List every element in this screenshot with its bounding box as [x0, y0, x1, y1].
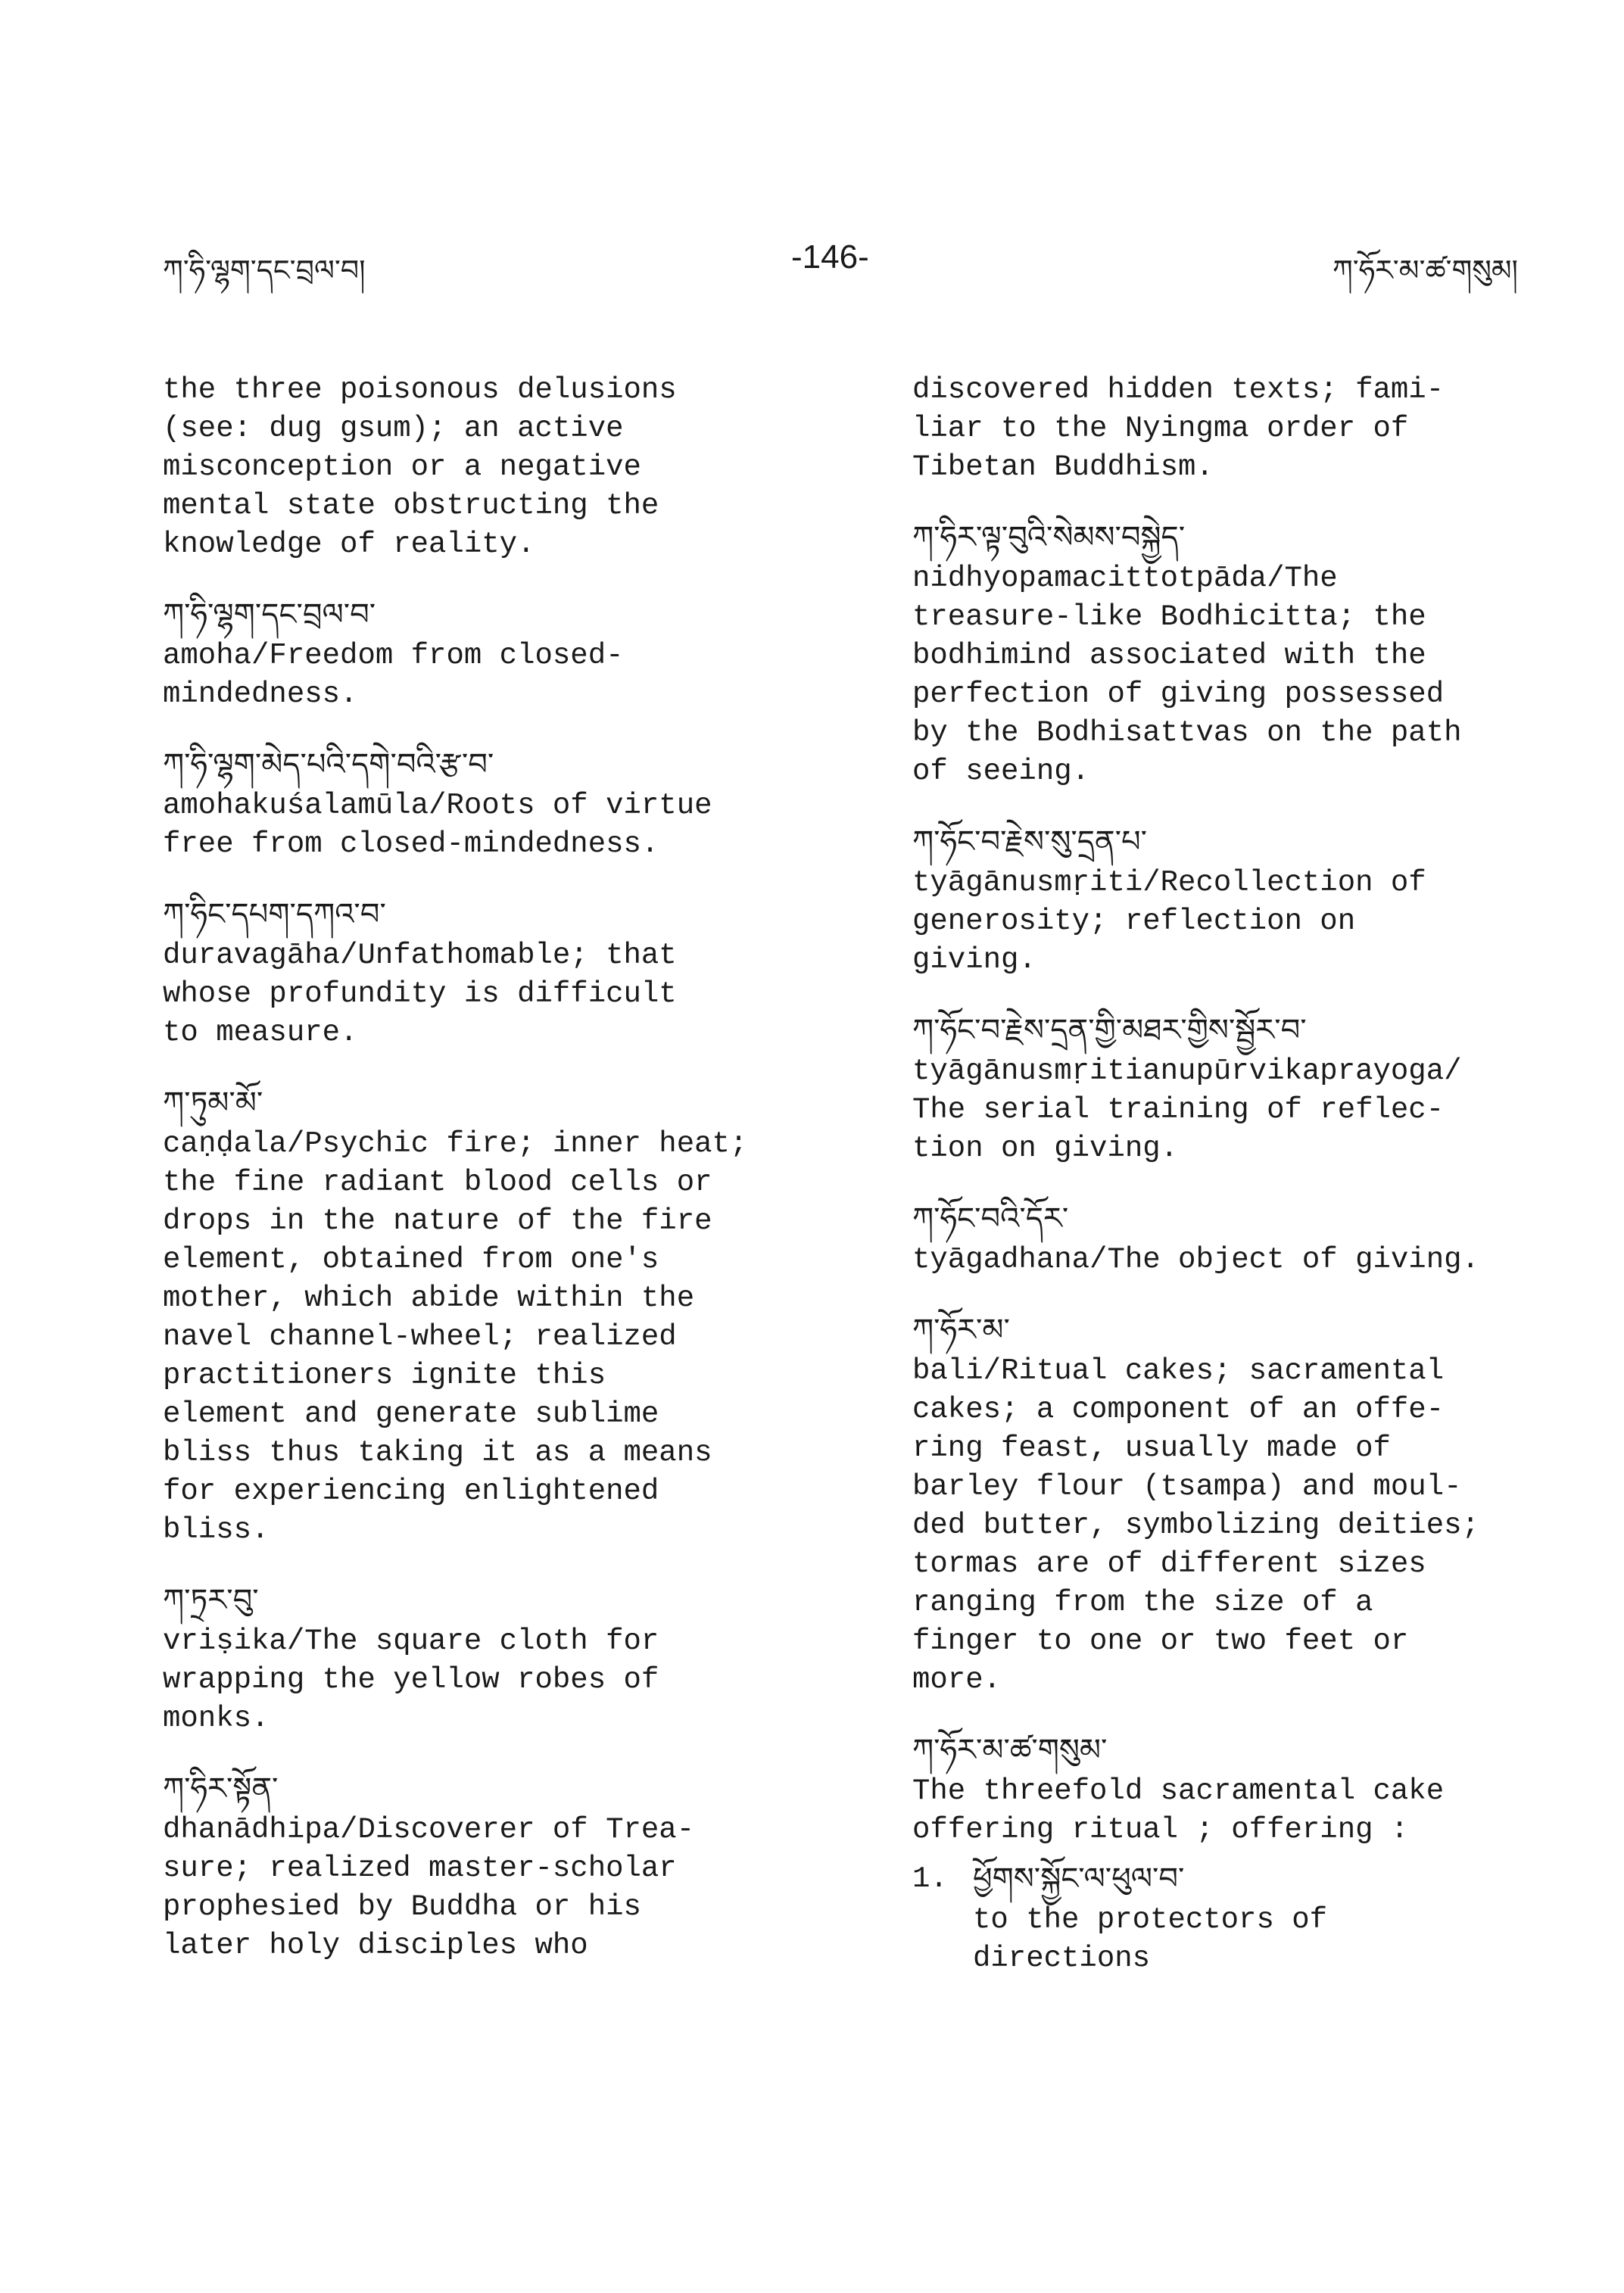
list-number: 1. — [912, 1862, 948, 1896]
left-column — [163, 371, 829, 1994]
entry-definition: amohakuśalamūla/Roots of virtue free from closed-mindedness. — [163, 789, 712, 861]
tibetan-headword: ཀ་ཧིར་ལྟ་བུའི་སེམས་བསྐྱེད་ — [912, 520, 1186, 555]
entry-definition: tyāgānusmṛitianupūrvikaprayoga/ The serial training of reflec- tion on giving. — [912, 1055, 1462, 1165]
tibetan-headword: ཀ་ཧོར་མ་ཚ་གསུམ་ — [912, 1733, 1108, 1768]
tibetan-headword: ཀ་ཧི་ལྷག་དང་བྲལ་བ་ — [163, 597, 376, 632]
tibetan-headword: ཀ་ཧིར་སྟོན་ — [163, 1771, 279, 1806]
tibetan-headword: ཀ་ཏྲར་བུ་ — [163, 1583, 259, 1618]
entry-definition: duravagāha/Unfathomable; that whose profundity is difficult to measure. — [163, 939, 677, 1049]
dictionary-entry — [912, 1008, 1594, 1168]
entry-definition: nidhyopamacittotpāda/The treasure-like Bodhicitta; the bodhimind associated with the perfection of giving possessed by the Bodhisattvas on the path of seeing. — [912, 562, 1462, 788]
entry-definition: tyāgānusmṛiti/Recollection of generosity; reflection on giving. — [912, 866, 1426, 977]
dictionary-entry — [912, 820, 1594, 980]
entry-definition: bali/Ritual cakes; sacramental cakes; a component of an offe- ring feast, usually made of barley flour (tsampa) and moul- ded butter, symbolizing deities; tormas are of different sizes ranging from the size of a finger to one or two feet or more. — [912, 1354, 1479, 1696]
list-description: to the protectors of directions — [973, 1903, 1328, 1975]
continued-entry — [912, 371, 1594, 487]
tibetan-headword: ཀ་ཏུམ་མོ་ — [163, 1086, 263, 1120]
dictionary-entry — [912, 1197, 1594, 1279]
entry-definition: caṇḍala/Psychic fire; inner heat; the fine radiant blood cells or drops in the nature of the fire element, obtained from one's mother, which abide within the navel channel-wheel; realized practitioners ignite this element and generate sublime bliss thus taking it as a means for experiencing enlightened bliss. — [163, 1127, 748, 1547]
tibetan-headword: ཀ་ཧོར་མ་ — [912, 1313, 1010, 1347]
dictionary-entry — [912, 1308, 1594, 1699]
entry-text: the three poisonous delusions (see: dug gsum); an active misconception or a negative mental state obstructing the knowledge of reality. — [163, 373, 677, 561]
dictionary-entry — [912, 516, 1594, 791]
header-right-guide-word: ཀ་ཧོར་མ་ཚ་གསུམ། — [1333, 254, 1518, 287]
entry-definition: The threefold sacramental cake offering ritual ; offering : — [912, 1774, 1445, 1846]
entry-definition: amoha/Freedom from closed- mindedness. — [163, 639, 624, 711]
right-column — [912, 371, 1594, 2007]
tibetan-headword: ཀ་ཧོང་བ་རྗེས་སུ་དྲན་པ་ — [912, 824, 1148, 859]
dictionary-entry — [163, 893, 829, 1052]
entry-definition: dhanādhipa/Discoverer of Trea- sure; realized master-scholar prophesied by Buddha or his later holy disciples who — [163, 1813, 695, 1962]
continued-entry — [163, 371, 829, 564]
entry-definition: tyāgadhana/The object of giving. — [912, 1243, 1479, 1276]
list-body — [973, 1857, 1594, 1978]
tibetan-headword: ཀ་ཧིང་དཔག་དཀའ་བ་ — [163, 897, 386, 932]
header-left-guide-word: ཀ་ཧི་ལྷག་དང་བྲལ་བ། — [163, 254, 366, 287]
dictionary-entry — [163, 1081, 829, 1550]
entry-text: discovered hidden texts; fami- liar to the Nyingma order of Tibetan Buddhism. — [912, 373, 1445, 484]
dictionary-entry — [912, 1728, 1594, 1978]
page-header — [163, 238, 1518, 299]
dictionary-entry — [163, 1578, 829, 1738]
numbered-list-item — [912, 1857, 1594, 1978]
dictionary-entry — [163, 593, 829, 714]
page-number: -146- — [791, 238, 869, 276]
dictionary-entry — [163, 1767, 829, 1965]
tibetan-headword: ཀ་ཧོང་བའི་དོར་ — [912, 1201, 1069, 1236]
tibetan-headword: ཀ་ཧི་ལྷག་མེད་པའི་དགེ་བའི་རྩ་བ་ — [163, 747, 494, 782]
entry-definition: vriṣika/The square cloth for wrapping the yellow robes of monks. — [163, 1625, 659, 1735]
dictionary-entry — [163, 743, 829, 864]
list-tibetan: ཕྱོགས་སྐྱོང་ལ་ཕུལ་བ་ — [973, 1862, 1185, 1896]
tibetan-headword: ཀ་ཧོང་བ་རྗེས་དྲན་གྱི་མཐར་གྱིས་སྦྱོར་བ་ — [912, 1013, 1307, 1048]
